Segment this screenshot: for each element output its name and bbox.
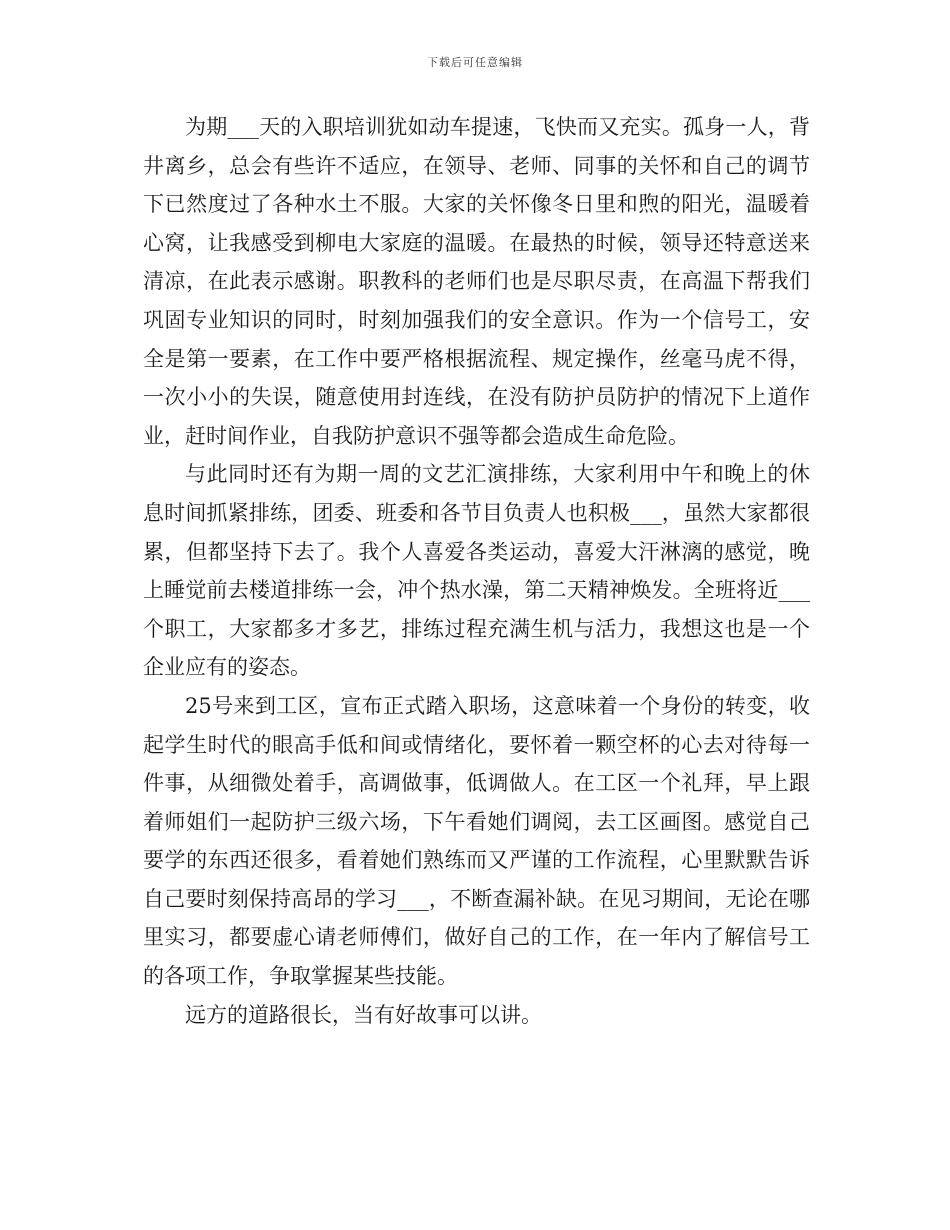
paragraph-rehearsal: 与此同时还有为期一周的文艺汇演排练，大家利用中午和晚上的休息时间抓紧排练，团委、班委和各节目负责人也积极___，虽然大家都很累，但都坚持下去了。我个人喜爱各类运动，喜爱大汗淋漓的感觉，晚上睡觉前去楼道排练一会，冲个热水澡，第二天精神焕发。全班将近___个职工，大家都多才多艺，排练过程充满生机与活力，我想这也是一个企业应有的姿态。 <box>143 462 810 680</box>
paragraph-training: 为期___天的入职培训犹如动车提速，飞快而又充实。孤身一人，背井离乡，总会有些许不适应，在领导、老师、同事的关怀和自己的调节下已然度过了各种水土不服。大家的关怀像冬日里和煦的阳光，温暖着心窝，让我感受到柳电大家庭的温暖。在最热的时候，领导还特意送来清凉，在此表示感谢。职教科的老师们也是尽职尽责，在高温下帮我们巩固专业知识的同时，时刻加强我们的安全意识。作为一个信号工，安全是第一要素，在工作中要严格根据流程、规定操作，丝毫马虎不得，一次小小的失误，随意使用封连线，在没有防护员防护的情况下上道作业，赶时间作业，自我防护意识不强等都会造成生命危险。 <box>143 115 810 448</box>
header-note: 下载后可任意编辑 <box>427 56 523 69</box>
document-body <box>143 108 810 1034</box>
paragraph-closing: 远方的道路很长，当有好故事可以讲。 <box>185 1002 542 1027</box>
paragraph-workarea: 25号来到工区，宣布正式踏入职场，这意味着一个身份的转变，收起学生时代的眼高手低和间或情绪化，要怀着一颗空杯的心去对待每一件事，从细微处着手，高调做事，低调做人。在工区一个礼拜，早上跟着师姐们一起防护三级六场，下午看她们调阅，去工区画图。感觉自己要学的东西还很多，看着她们熟练而又严谨的工作流程，心里默默告诉自己要时刻保持高昂的学习___，不断查漏补缺。在见习期间，无论在哪里实习，都要虚心请老师傅们，做好自己的工作，在一年内了解信号工的各项工作，争取掌握某些技能。 <box>143 693 810 989</box>
